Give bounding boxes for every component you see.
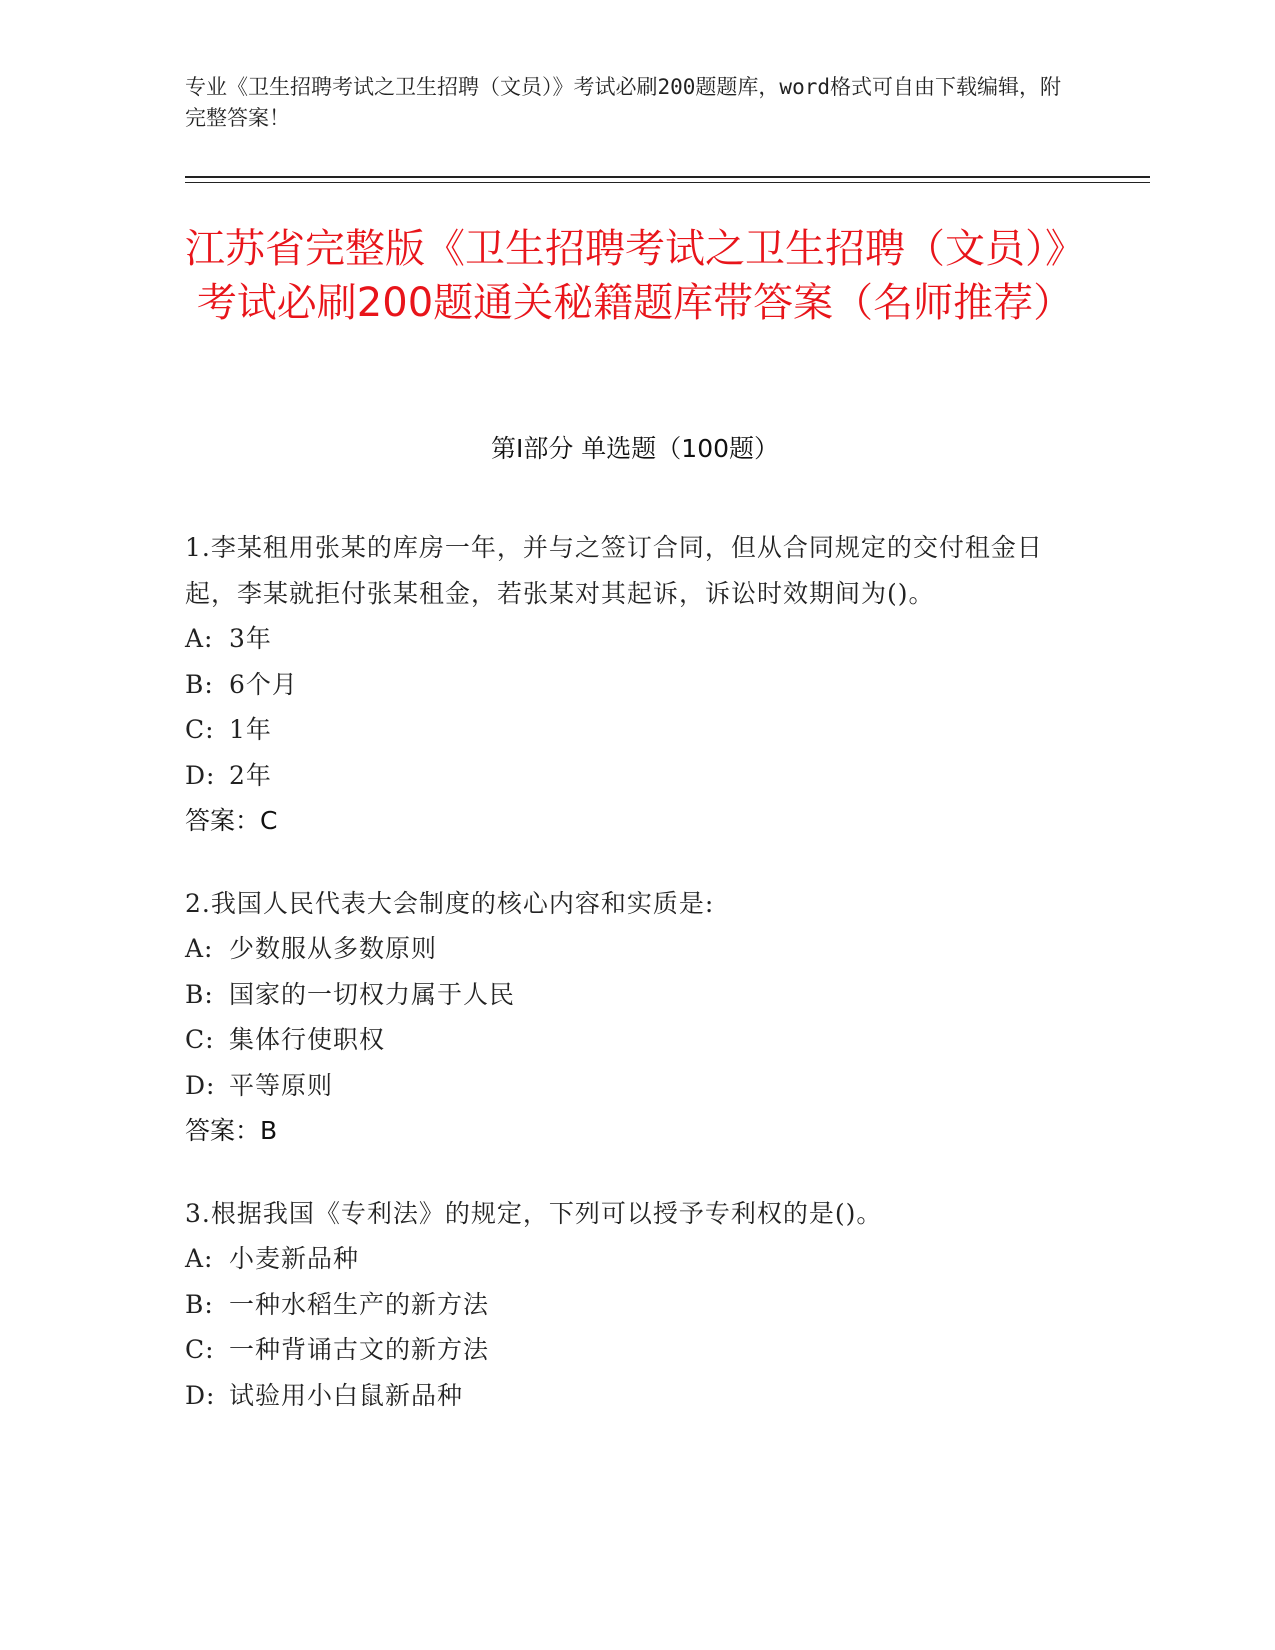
option-text: 集体行使职权: [229, 1025, 386, 1054]
option-text: 1年: [229, 715, 272, 744]
option-letter: C:: [185, 715, 215, 744]
question-stem: 3.根据我国《专利法》的规定，下列可以授予专利权的是()。: [185, 1198, 883, 1228]
option-text: 试验用小白鼠新品种: [229, 1380, 464, 1410]
option-c: [185, 707, 1065, 753]
option-a: [185, 616, 1065, 662]
option-a: [185, 926, 1065, 972]
option-d: [185, 753, 1065, 799]
option-letter: D:: [185, 760, 216, 790]
option-b: [185, 972, 1065, 1018]
option-letter: B:: [185, 1289, 214, 1319]
answer-line: 答案：B: [185, 1116, 278, 1145]
option-text: 6个月: [229, 669, 298, 699]
option-d: [185, 1063, 1065, 1109]
option-letter: C:: [185, 1025, 215, 1054]
header-rule-thick: [185, 176, 1150, 178]
option-letter: D:: [185, 1070, 216, 1100]
option-letter: B:: [185, 669, 214, 699]
header-note: 专业《卫生招聘考试之卫生招聘（文员）》考试必刷200题题库，word格式可自由下载编辑，附完整答案！: [185, 75, 1061, 130]
question-list: [185, 525, 1065, 1455]
option-letter: C:: [185, 1335, 215, 1364]
answer-line: 答案：C: [185, 806, 278, 835]
question-2: [185, 881, 1065, 1154]
section-heading: 第Ⅰ部分 单选题（100题）: [490, 434, 780, 463]
option-letter: A:: [185, 624, 214, 653]
option-text: 2年: [229, 760, 272, 790]
question-stem: 1.李某租用张某的库房一年，并与之签订合同，但从合同规定的交付租金日起，李某就拒付张某租金，若张某对其起诉，诉讼时效期间为()。: [185, 533, 1043, 608]
option-letter: D:: [185, 1380, 216, 1410]
option-letter: B:: [185, 979, 214, 1009]
option-text: 一种水稻生产的新方法: [229, 1289, 490, 1319]
option-text: 小麦新品种: [229, 1244, 360, 1273]
option-b: [185, 1282, 1065, 1328]
question-stem: 2.我国人民代表大会制度的核心内容和实质是:: [185, 888, 715, 918]
question-3: [185, 1191, 1065, 1419]
option-text: 少数服从多数原则: [229, 934, 438, 963]
option-text: 国家的一切权力属于人民: [229, 979, 516, 1009]
option-letter: A:: [185, 1244, 214, 1273]
option-d: [185, 1373, 1065, 1419]
option-b: [185, 662, 1065, 708]
option-text: 平等原则: [229, 1070, 334, 1100]
option-c: [185, 1327, 1065, 1373]
option-text: 3年: [229, 624, 272, 653]
header-rule-thin: [185, 182, 1150, 183]
option-letter: A:: [185, 934, 214, 963]
document-title: 江苏省完整版《卫生招聘考试之卫生招聘（文员）》考试必刷200题通关秘籍题库带答案（名师推荐）: [185, 226, 1085, 326]
question-1: [185, 525, 1065, 844]
option-c: [185, 1017, 1065, 1063]
option-text: 一种背诵古文的新方法: [229, 1335, 490, 1364]
option-a: [185, 1236, 1065, 1282]
